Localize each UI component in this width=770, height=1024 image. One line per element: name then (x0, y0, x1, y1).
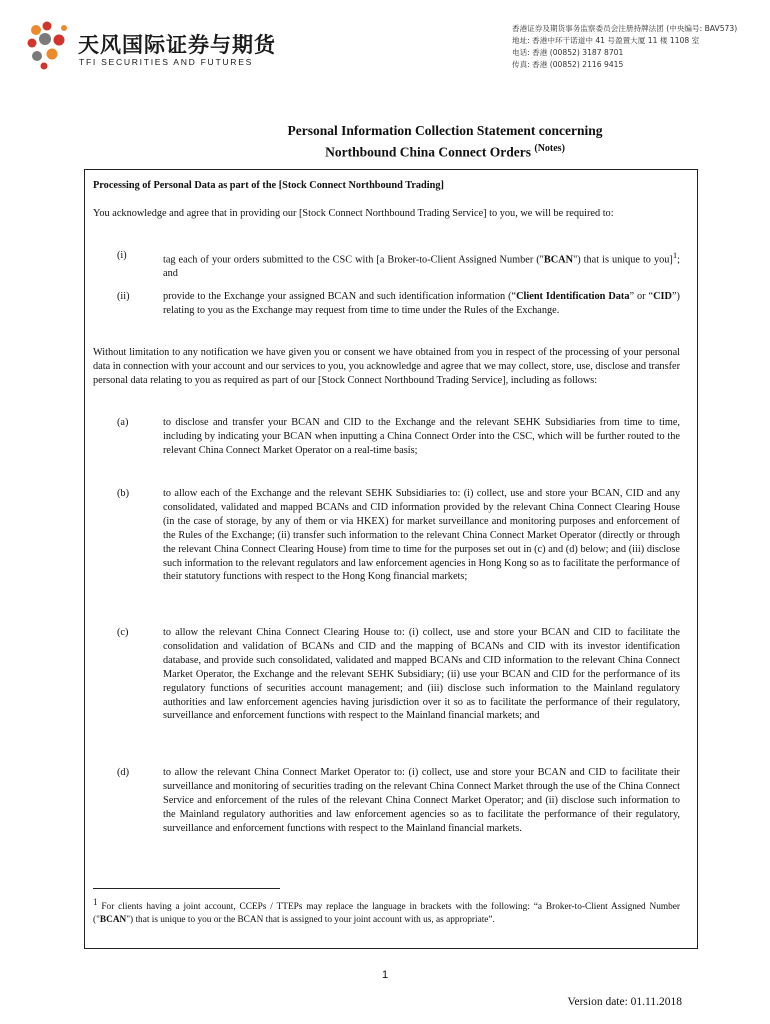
item-text-part: ") that is unique to you] (573, 254, 673, 266)
footnote-ref[interactable]: 1 (672, 250, 678, 260)
page-number: 1 (381, 969, 389, 981)
item-text (163, 249, 680, 281)
contact-line: 传真: 香港 (00852) 2116 9415 (512, 60, 624, 69)
item-text-part: tag each of your orders submitted to the CSC with [a Broker-to-Client Assigned Number (" (163, 254, 544, 266)
item-text (163, 290, 680, 318)
logo-mark-icon (26, 20, 74, 70)
logo-chinese-name: 天风国际证券与期货 (78, 33, 276, 57)
contact-line: 电话: 香港 (00852) 3187 8701 (512, 48, 624, 57)
defined-term: CID (653, 291, 672, 302)
title-line-2-text: Northbound China Connect Orders (325, 144, 531, 160)
title-line-1: Personal Information Collection Statement concerning (287, 123, 603, 138)
section-heading (93, 179, 680, 193)
logo-dot (39, 33, 51, 45)
item-label: (ii) (117, 291, 130, 302)
item-text: to disclose and transfer your BCAN and CID to the Exchange and the relevant SEHK Subsidiaries from time to time, including by indicating your BCAN when inputting a China Connect Order into the CSC, which will be further routed to the relevant China Connect Market Operator on a real-time basis; (163, 417, 680, 456)
defined-term: Client Identification Data (516, 291, 630, 302)
defined-term: BCAN (543, 254, 574, 266)
title-notes: (Notes) (534, 143, 565, 154)
intro-paragraph (93, 207, 680, 221)
item-text-part: ”) relating to you as the Exchange may request from time to time under the Rules of the Exchange. (163, 291, 680, 316)
defined-term: BCAN (99, 914, 127, 925)
paragraph-text: Without limitation to any notification we have given you or consent we have obtained from you in respect of the processing of your personal data in connection with your account and our services to you, you acknowledge and agree that we may collect, store, use, disclose and transfer personal data relating to you as required as part of our [Stock Connect Northbound Trading Service], including as follows: (93, 347, 681, 386)
contact-block (512, 23, 737, 71)
item-text-part: ; and (163, 254, 680, 280)
footnote-text-part: For clients having a joint account, CCEPs / TTEPs may replace the language in brackets with the following: “a Broker-to-Client Assigned Number (" (93, 902, 680, 925)
item-text: to allow each of the Exchange and the relevant SEHK Subsidiaries to: (i) collect, use and store your BCAN, CID and any consolidated, validated and mapped BCANs and CID information provided by the relevant China Connect Clearing House (in the case of storage, by any of them or via HKEX) for market surveillance and monitoring purposes and enforcement of the Rules of the Exchange; (ii) transfer such information to the relevant China Connect Market Operator (directly or through the relevant China Connect Clearing House) from time to time for the purposes set out in (c) and (d) below; and (iii) disclose such information to the relevant regulators and law enforcement agencies in Hong Kong so as to facilitate the performance of their statutory functions with respect to the Hong Kong financial markets; (163, 488, 680, 583)
logo-dot (28, 39, 37, 48)
logo-dot (54, 35, 65, 46)
logo-english-name: TFI SECURITIES AND FUTURES (79, 57, 254, 67)
title-line-2 (180, 140, 710, 162)
footnote (93, 896, 680, 927)
item-label: (i) (117, 250, 127, 261)
version-date: Version date: 01.11.2018 (567, 996, 682, 1008)
section-heading-text: Processing of Personal Data as part of the [Stock Connect Northbound Trading] (93, 180, 444, 191)
contact-line: 地址: 香港中环干诺道中 41 号盈置大厦 11 楼 1108 室 (512, 36, 700, 45)
footnote-divider (93, 888, 280, 889)
logo-dot (43, 22, 52, 31)
logo-dot (32, 51, 42, 61)
company-logo (26, 20, 276, 72)
intro-text: You acknowledge and agree that in providing our [Stock Connect Northbound Trading Service] to you, we will be required to: (93, 208, 614, 219)
paragraph (93, 346, 680, 388)
logo-dot (31, 25, 41, 35)
item-text-part: provide to the Exchange your assigned BCAN and such identification information (“ (163, 291, 517, 302)
item-text: to allow the relevant China Connect Clearing House to: (i) collect, use and store your BCAN and CID to facilitate the consolidation and validation of BCANs and CID and the mapping of BCANs and CID with its investor identification database, and provide such consolidated, validated and mapped BCANs and CID information to the relevant China Connect Market Operator, the Exchange and the relevant SEHK Subsidiary; (ii) use your BCAN and CID for the performance of its regulatory functions of securities account management; and (iii) disclose such information to the Mainland regulatory authorities and law enforcement agencies having jurisdiction over it so as to facilitate the performance of their regulatory, surveillance and enforcement functions with respect to the Mainland financial markets; and (163, 627, 680, 722)
item-label: (a) (117, 417, 129, 428)
item-label: (c) (117, 627, 129, 638)
footnote-marker: 1 (93, 897, 98, 907)
footnote-text-part: ") that is unique to you or the BCAN that is assigned to your joint account with us, as appropriate”. (126, 914, 495, 925)
item-label: (b) (117, 488, 130, 499)
logo-dot (47, 49, 58, 60)
document-title (180, 122, 710, 162)
contact-line: 香港证券及期货事务监察委员会注册持牌法团 (中央编号: BAV573) (512, 24, 738, 33)
item-label: (d) (117, 767, 130, 778)
item-text-part: ” or “ (629, 291, 654, 302)
logo-dot (41, 63, 48, 70)
item-text: to allow the relevant China Connect Market Operator to: (i) collect, use and store your BCAN and CID to facilitate their surveillance and monitoring of securities trading on the relevant China Connect Market through the use of the China Connect Service and enforcement of the rules of the relevant China Connect Market Operator; and (ii) disclose such information to the Mainland regulatory authorities and law enforcement agencies so as to facilitate the performance of their regulatory, surveillance and enforcement functions with respect to the Mainland financial markets. (163, 767, 680, 834)
logo-dot (61, 25, 67, 31)
